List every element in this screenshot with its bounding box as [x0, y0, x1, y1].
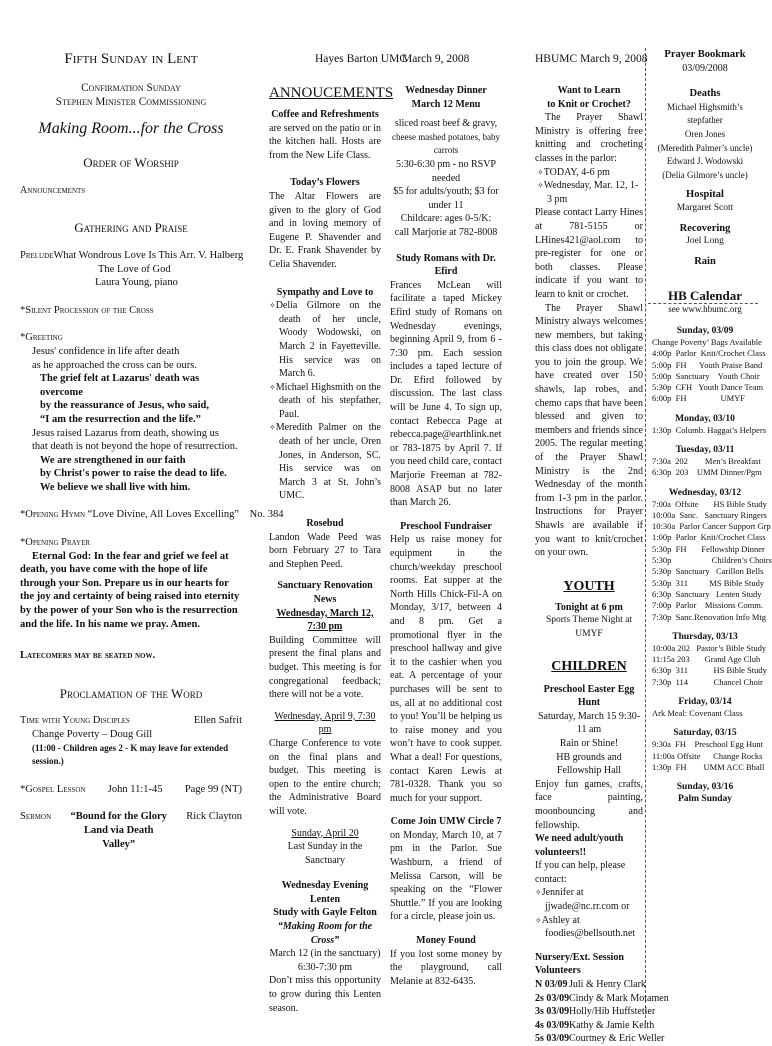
knit-heading-1: Want to Learn	[557, 85, 621, 96]
nursery-list	[535, 978, 669, 1046]
preacher: Rick Clayton	[186, 811, 242, 823]
bulletin-header-date: March 9, 2008	[402, 53, 470, 65]
prelude-piece-1: What Wondrous Love Is This Arr. V. Halberg	[53, 249, 244, 261]
nursery-date: 2s 03/09	[535, 992, 570, 1004]
nursery-heading: Nursery/Ext. Session Volunteers	[535, 951, 624, 977]
preschool-text: Help us raise money for equipment in the church/weekday preschool rooms. Eat supper at the North Hills Chick-Fil-A on Monday, 3/17, between 4 and 8 pm. Get a promotional flyer in the preschool hallway and give it to the cashier when you eat. A percentage of your purchases will be sent to us, all at no additional cost to you! You’ll be helping us to raise money and you won’t have to cook supper. What a deal! For questions, contact Karen Lewis at 781-0328. Thank you so much for your support.	[390, 534, 502, 804]
calendar-day-heading: Thursday, 03/13	[672, 631, 738, 642]
proclamation-heading: Proclamation of the Word	[59, 685, 203, 701]
calendar-item: 7:00a Offsite HS Bible Study	[652, 498, 767, 509]
calendar-url: see www.hbumc.org	[668, 304, 742, 315]
prayer-bookmark-column	[652, 48, 772, 1018]
nursery-date: N 03/09	[535, 979, 568, 991]
nursery-names: Kathy & Jamie Keith	[569, 1019, 655, 1031]
lenten-time: 6:30-7:30 pm	[297, 961, 353, 973]
young-disciples-label: Time with Young Disciples	[20, 715, 130, 727]
romans-heading: Study Romans with Dr. Efird	[396, 252, 496, 278]
egg-hunt-line: If you can help, please contact:	[535, 860, 626, 885]
young-disciples-note: (11:00 - Children ages 2 - K may leave for extended session.)	[32, 742, 229, 767]
calendar-item: 11:00a Offsite Change Rocks	[652, 750, 763, 761]
greeting-line: that death is not beyond the hope of resurrection.	[32, 441, 238, 453]
hymn-title: “Love Divine, All Loves Excelling”	[87, 509, 240, 521]
greeting-line: Jesus raised Lazarus from death, showing us	[32, 427, 219, 439]
bulletin-header-church: Hayes Barton UMC	[315, 53, 407, 65]
prelude	[20, 249, 242, 263]
calendar-day-subheading: Palm Sunday	[677, 794, 733, 805]
sympathy-list	[269, 299, 381, 503]
renovation-date-1: Wednesday, March 12, 7:30 pm	[276, 607, 374, 633]
youth-heading: YOUTH	[563, 578, 615, 594]
knit-contact: Please contact Larry Hines at 781-5155 or LHines421@aol.com to pre-register for one or both classes. Please indicate if you want to learn to knit or crochet.	[535, 207, 643, 300]
greeting-line: Jesus' confidence in life after death	[32, 345, 180, 357]
announcements-column	[269, 50, 407, 1020]
deaths-list	[652, 101, 758, 183]
list-item: Joel Long	[686, 236, 724, 247]
calendar-item: 4:00p Parlor Knit/Crochet Class	[652, 348, 766, 359]
list-item: Edward J. Wodowski	[666, 156, 744, 167]
preschool-heading: Preschool Fundraiser	[400, 520, 492, 532]
renovation-heading: Sanctuary Renovation News	[277, 580, 373, 605]
nursery-names: Holly/Hib Huffstetler	[569, 1006, 656, 1018]
fold-cut-line	[645, 48, 646, 1023]
list-item	[535, 1032, 665, 1046]
sermon-label: Sermon	[20, 811, 52, 823]
calendar-day-heading: Sunday, 03/16	[676, 782, 734, 793]
young-disciples-topic: Change Poverty – Doug Gill	[32, 729, 153, 740]
money-text: If you lost some money by the playground, call Melanie at 832-6435.	[390, 948, 502, 987]
umw-heading: Come Join UMW Circle 7	[390, 816, 502, 828]
calendar-item: 10:30a Parlor Cancer Support Grp	[652, 521, 771, 532]
greeting-line: as he approached the cross can be ours.	[32, 359, 198, 371]
theme: Making Room...for the Cross	[38, 120, 224, 138]
renovation-text-2: Charge Conference to vote on the final plans and budget. This meeting is open to the entire church; the Administrative Board will vote.	[269, 737, 381, 817]
calendar-item: Ark Meal: Covenant Class	[652, 708, 743, 719]
list-item: ✧ Michael Highsmith on the death of his stepfather, Paul.	[269, 381, 381, 422]
lenten-title: “Making Room for the Cross”	[277, 921, 373, 946]
greeting-line: “I am the resurrection and the life.”	[40, 413, 201, 425]
calendar-day-heading: Sunday, 03/09	[676, 325, 734, 336]
list-item: ✧ Delia Gilmore on the death of her uncle, Woody Wodowski, on March 2 in Fayetteville. His service was on March 6.	[269, 299, 381, 381]
dinner-heading-2: March 12 Menu	[411, 98, 481, 110]
hospital-heading: Hospital	[686, 189, 724, 201]
dinner-line: sliced roast beef & gravy,	[394, 118, 498, 130]
gathering-heading: Gathering and Praise	[74, 220, 188, 236]
list-item: (Delia Gilmore’s uncle)	[662, 169, 748, 180]
knit-text-1: The Prayer Shawl Ministry is offering free knitting and crocheting classes in the parlor:	[535, 112, 643, 164]
flowers-heading: Today’s Flowers	[290, 177, 360, 189]
youth-line-2: Sports Theme Night at UMYF	[545, 615, 633, 639]
calendar-item: 6:30p 203 UMM Dinner/Pgm	[652, 467, 762, 478]
list-item: ✧ Ashley at foodies@bellsouth.net	[535, 914, 643, 941]
order-of-worship-column	[20, 50, 284, 1020]
hymn-label: *Opening Hymn	[20, 509, 86, 521]
nursery-names: Cindy & Mark Motamen	[569, 992, 669, 1004]
nursery-names: Courtney & Eric Weller	[569, 1033, 665, 1045]
list-item: ✧ Jennifer at jjwade@nc.rr.com or	[535, 886, 643, 913]
sub-title-2: Stephen Minister Commissioning	[55, 95, 207, 108]
calendar-day-heading: Tuesday, 03/11	[675, 444, 735, 455]
flowers-text: The Altar Flowers are given to the glory of God and in loving memory of Eugene P. Shavender and Dr. E. Frank Shavender by Celia Shavender.	[269, 190, 381, 270]
knit-text-2: The Prayer Shawl Ministry always welcomes new members, but taking this class does not obligate you to join the group. We have created over 150 shawls, lap robes, and chemo caps that have been blessed and given to members and friends since 2005. The regular meeting of the Prayer Shawl Ministry is the 2nd Wednesday of the month from 1-3 pm in the parlor. Instructions for Prayer Shawls are available if you want to knit/crochet on your own.	[535, 302, 643, 559]
dinner-line: 5:30-6:30 pm - no RSVP needed	[395, 158, 496, 184]
list-item: (Meredith Palmer’s uncle)	[657, 142, 753, 153]
list-item	[535, 992, 669, 1006]
greeting-line: We are strengthened in our faith	[40, 454, 186, 466]
greeting-line: by the reassurance of Jesus, who said,	[40, 400, 209, 412]
order-heading: Order of Worship	[83, 155, 179, 171]
rosebud-heading: Rosebud	[306, 518, 344, 530]
gospel-page: Page 99 (NT)	[184, 783, 242, 795]
lenten-heading-1: Wednesday Evening Lenten	[281, 880, 369, 905]
calendar-item: 11:15a 203 Grand Age Club	[652, 654, 761, 665]
calendar-item: 7:30a 202 Men’s Breakfast	[652, 455, 761, 466]
list-item: ✧ TODAY, 4-6 pm	[537, 166, 643, 180]
egg-hunt-line: HB grounds and Fellowship Hall	[556, 751, 622, 777]
calendar	[652, 325, 772, 805]
coffee-heading: Coffee and Refreshments	[271, 109, 379, 120]
children-heading: CHILDREN	[551, 658, 627, 674]
prelude-performer: Laura Young, piano	[95, 277, 178, 289]
calendar-item: 1:30p Columb. Haggai’s Helpers	[652, 424, 767, 435]
calendar-item: 10:00a 202 Pastor’s Bible Study	[652, 642, 767, 653]
young-disciples	[20, 714, 242, 728]
announcements-label: Announcements	[20, 184, 86, 196]
list-item: ✧ Meredith Palmer on the death of her uncle, Oren Jones, in Anderson, SC. His service was on March 3 at St. John’s UMC.	[269, 421, 381, 503]
calendar-day-heading: Friday, 03/14	[678, 697, 732, 708]
greeting-line: The grief felt at Lazarus' death was overcome	[40, 373, 200, 398]
sub-title-1: Confirmation Sunday	[81, 82, 181, 94]
prayer-text: Eternal God: In the fear and grief we feel at death, you have come with the hope of life through your Son. Prepare us in our hearts for the joy and certainty of being raised into eternity by the power of your Son who is the resurrection and the life. In his name we pray. Amen.	[20, 550, 240, 630]
youth-line-1: Tonight at 6 pm	[555, 601, 623, 613]
calendar-item: 9:30a FH Preschool Egg Hunt	[652, 739, 763, 750]
lenten-heading-2: Study with Gayle Felton	[273, 907, 377, 919]
romans-text: Frances McLean will facilitate a taped Mickey Efird study of Romans on Wednesday evenings, beginning April 9, from 6 - 7:30 pm. Each session includes a taped lecture of Dr. Efird followed by discussion. The last class will be June 4. To sign up, contact Rebecca Page at rebecca.page@earthlink.net or 783-1875 by April 7. If you need child care, contact Marjorie Freeman at 782-8008 ASAP but no later than March 26.	[390, 279, 502, 509]
prelude-label: Prelude	[20, 249, 54, 261]
gospel-label: *Gospel Lesson	[20, 783, 86, 795]
calendar-day-heading: Saturday, 03/15	[673, 728, 737, 739]
dinner-line: Childcare: ages 0-5/K:	[400, 213, 492, 225]
deaths-heading: Deaths	[689, 88, 721, 100]
list-item	[535, 1019, 655, 1033]
calendar-item: 5:30p FH Fellowship Dinner	[652, 543, 765, 554]
calendar-day-heading: Wednesday, 03/12	[668, 487, 742, 498]
service-title: Fifth Sunday in Lent	[64, 51, 198, 67]
young-disciples-leader: Ellen Safrit	[193, 715, 242, 727]
list-item: Margaret Scott	[676, 202, 734, 213]
nursery-date: 5s 03/09	[535, 1033, 570, 1045]
prayer-label: *Opening Prayer	[20, 537, 91, 549]
renovation-text-3: Last Sunday in the Sanctuary	[287, 841, 363, 866]
egg-hunt-line: Rain or Shine!	[559, 737, 619, 749]
calendar-item: 6:30p 311 HS Bible Study	[652, 665, 767, 676]
egg-hunt-heading: Preschool Easter Egg Hunt	[543, 683, 635, 709]
calendar-item: 5:00p Sanctuary Youth Choir	[652, 370, 760, 381]
latecomers-note: Latecomers may be seated now.	[20, 650, 156, 662]
calendar-item: 6:30p Sanctuary Lenten Study	[652, 588, 762, 599]
calendar-item: 5:30p Children’s Choirs	[652, 555, 772, 566]
procession: *Silent Procession of the Cross	[20, 304, 154, 316]
egg-hunt-contacts	[535, 886, 643, 940]
lenten-place: March 12 (in the sanctuary)	[269, 948, 381, 960]
prelude-piece-2: The Love of God	[98, 263, 171, 275]
gospel-reference: John 11:1-45	[107, 783, 163, 795]
bookmark-title: Prayer Bookmark	[664, 49, 746, 60]
calendar-item: 5:30p Sanctuary Carillon Bells	[652, 566, 764, 577]
greeting-label: *Greeting	[20, 332, 63, 344]
list-item: Oren Jones	[684, 128, 726, 139]
rosebud-text: Landon Wade Peed was born February 27 to Tara and Stephen Peed.	[269, 531, 381, 570]
hymn-number: No. 384	[249, 509, 284, 521]
renovation-date-3: Sunday, April 20	[291, 827, 359, 839]
coffee-text: are served on the patio or in the kitchen hall. Hosts are from the New Life Class.	[269, 122, 381, 161]
announcements-column-2	[390, 50, 502, 1020]
dinner-line: call Marjorie at 782-8008	[394, 226, 498, 238]
calendar-item: 5:30p CFH Youth Dance Team	[652, 382, 764, 393]
dinner-line: cheese mashed potatoes, baby carrots	[392, 131, 500, 156]
egg-hunt-volunteers: We need adult/youth volunteers!!	[535, 833, 624, 858]
sympathy-heading: Sympathy and Love to	[276, 286, 374, 298]
bulletin-header-hbumc: HBUMC March 9, 2008	[535, 53, 648, 65]
dinner-line: $5 for adults/youth; $3 for under 11	[393, 186, 499, 211]
calendar-item: 7:00p Parlor Missions Comm.	[652, 600, 763, 611]
lenten-text: Don’t miss this opportunity to grow during this Lenten season.	[269, 975, 381, 1014]
hospital-list	[652, 202, 758, 216]
gospel-lesson	[20, 783, 242, 797]
greeting-text	[20, 345, 242, 495]
calendar-item: Change Poverty’ Bags Available	[652, 336, 762, 347]
sermon-title: “Bound for the Glory Land via Death Valley”	[70, 811, 167, 850]
renovation-date-2: Wednesday, April 9, 7:30 pm	[274, 710, 376, 736]
calendar-item: 1:30p FH UMM ACC Bball	[652, 761, 765, 772]
opening-hymn	[20, 508, 284, 522]
list-item: ✧ Wednesday, Mar. 12, 1-3 pm	[537, 179, 643, 206]
calendar-item: 6:00p FH UMYF	[652, 393, 746, 404]
nursery-date: 3s 03/09	[535, 1006, 570, 1018]
egg-hunt-line: Enjoy fun games, crafts, face painting, moonbouncing and fellowship.	[535, 778, 643, 831]
list-item: Michael Highsmith’s stepfather	[667, 101, 743, 126]
calendar-day-heading: Monday, 03/10	[675, 413, 735, 424]
knit-sessions	[535, 166, 643, 207]
nursery-date: 4s 03/09	[535, 1019, 570, 1031]
calendar-item: 7:30p 114 Chancel Choir	[652, 676, 763, 687]
renovation-text-1: Building Committee will present the final plans and budget. This meeting is for congregational feedback; there will not be a vote.	[269, 634, 381, 701]
hbumc-column	[535, 50, 669, 1045]
greeting-line: We believe we shall live with him.	[40, 481, 191, 493]
calendar-item: 7:30p Sanc.Renovation Info Mtg	[652, 611, 767, 622]
calendar-heading: HB Calendar	[667, 288, 743, 304]
calendar-item: 10:00a Sanc. Sanctuary Ringers	[652, 509, 767, 520]
sermon	[20, 810, 242, 851]
egg-hunt-line: Saturday, March 15 9:30-11 am	[537, 710, 641, 736]
greeting-line: by Christ's power to raise the dead to life.	[40, 468, 227, 480]
recovering-list	[652, 235, 758, 249]
money-heading: Money Found	[416, 935, 476, 947]
announcements-heading: ANNOUCEMENTS	[269, 85, 394, 101]
umw-text: on Monday, March 10, at 7 pm in the Parlor. Sue Washburn, a friend of Melissa Carson, will be speaking on the “Flower Shuttle.” If you are looking for a circle, please join us.	[390, 829, 502, 923]
nursery-names: Juli & Henry Clark	[569, 979, 646, 991]
list-item	[535, 1005, 656, 1019]
recovering-heading: Recovering	[679, 222, 731, 234]
bookmark-date: 03/09/2008	[682, 62, 728, 74]
list-item	[535, 978, 646, 992]
rain-heading: Rain	[694, 255, 716, 267]
calendar-item: 1:00p Parlor Knit/Crochet Class	[652, 532, 766, 543]
dinner-heading-1: Wednesday Dinner	[405, 85, 487, 96]
calendar-item: 5:30p 311 MS Bible Study	[652, 577, 765, 588]
knit-heading-2: to Knit or Crochet?	[547, 98, 631, 110]
calendar-item: 5:00p FH Youth Praise Band	[652, 359, 763, 370]
